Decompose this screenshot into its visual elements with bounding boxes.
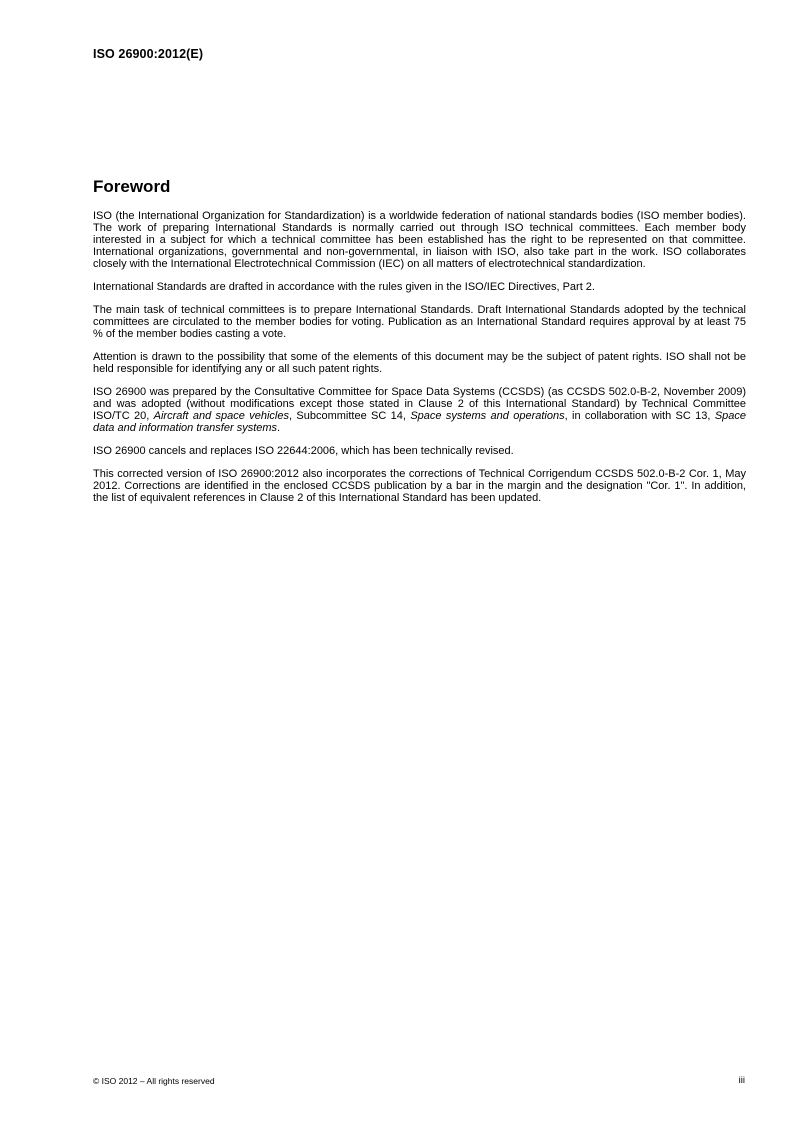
- document-id-header: ISO 26900:2012(E): [93, 47, 204, 61]
- copyright-footer: © ISO 2012 – All rights reserved: [93, 1076, 215, 1086]
- foreword-paragraph-iso-federation: ISO (the International Organization for Standardization) is a worldwide federation of national standards bodies (ISO member bodies). The work of preparing International Standards is normally carried out through ISO technical committees. Each member body interested in a subject for which a technical committee has been established has the right to be represented on that committee. International organizations, governmental and non-governmental, in liaison with ISO, also take part in the work. ISO collaborates closely with the International Electrotechnical Commission (IEC) on all matters of electrotechnical standardization.: [93, 210, 746, 270]
- preparation-italic-space-systems: Space systems and operations: [410, 410, 565, 422]
- preparation-text-3: , in collaboration with SC 13,: [564, 410, 715, 422]
- preparation-italic-space-data: Space data and information transfer systems: [93, 410, 747, 434]
- foreword-paragraph-preparation: [93, 386, 746, 434]
- preparation-text-4: .: [277, 422, 281, 434]
- foreword-paragraph-cancels: ISO 26900 cancels and replaces ISO 22644:2006, which has been technically revised.: [93, 445, 514, 457]
- page-number: iii: [738, 1075, 745, 1086]
- foreword-paragraph-corrected-version: This corrected version of ISO 26900:2012 also incorporates the corrections of Technical Corrigendum CCSDS 502.0-B-2 Cor. 1, May 2012. Corrections are identified in the enclosed CCSDS publication by a bar in the margin and the designation "Cor. 1". In addition, the list of equivalent references in Clause 2 of this International Standard has been updated.: [93, 468, 746, 504]
- preparation-text-2: , Subcommittee SC 14,: [288, 410, 411, 422]
- foreword-title: Foreword: [93, 177, 171, 196]
- foreword-section: [93, 176, 746, 515]
- foreword-paragraph-patent-rights: Attention is drawn to the possibility that some of the elements of this document may be the subject of patent rights. ISO shall not be held responsible for identifying any or all such patent rights.: [93, 351, 746, 375]
- preparation-italic-aircraft: Aircraft and space vehicles: [153, 410, 289, 422]
- preparation-text-1: ISO 26900 was prepared by the Consultative Committee for Space Data Systems (CCSDS) (as CCSDS 502.0-B-2, November 2009) and was adopted (without modifications except those stated in Clause 2 of this International Standard) by Technical Committee ISO/TC 20,: [93, 386, 746, 422]
- foreword-paragraph-directives: International Standards are drafted in accordance with the rules given in the ISO/IEC Directives, Part 2.: [93, 281, 595, 293]
- foreword-paragraph-technical-committees: The main task of technical committees is to prepare International Standards. Draft International Standards adopted by the technical committees are circulated to the member bodies for voting. Publication as an International Standard requires approval by at least 75 % of the member bodies casting a vote.: [93, 304, 746, 340]
